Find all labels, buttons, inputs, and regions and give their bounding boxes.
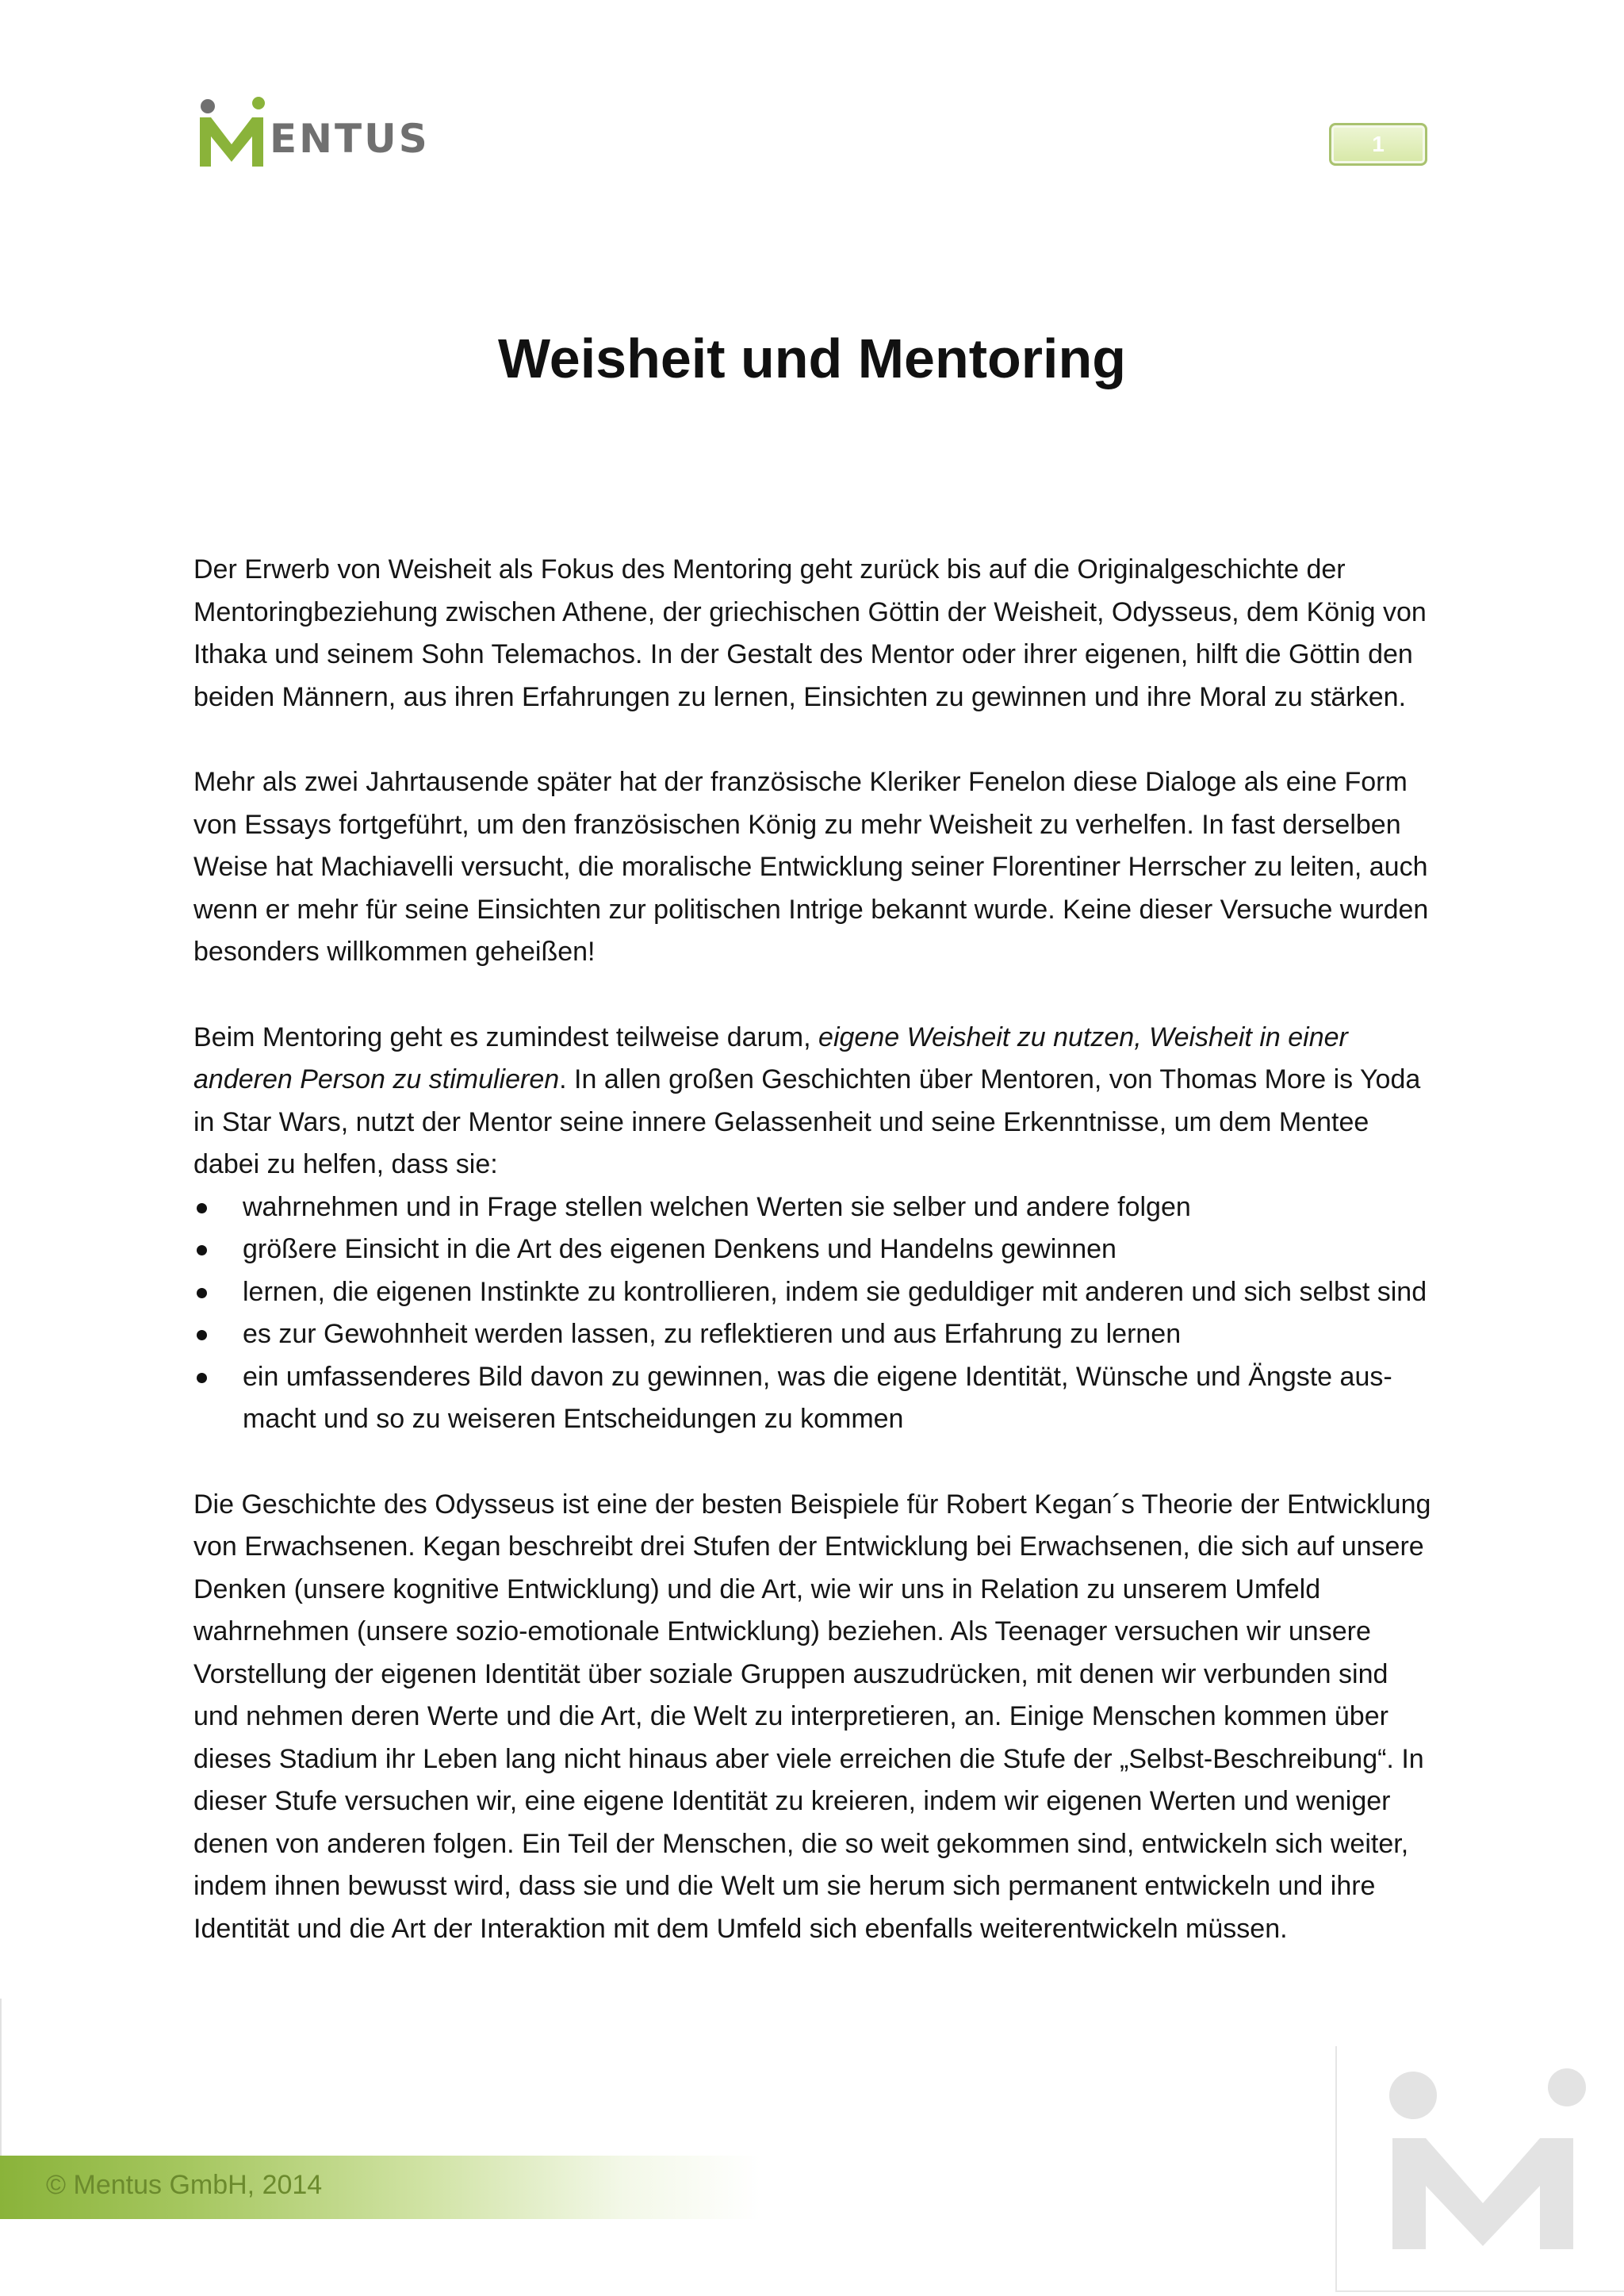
list-item: [193, 1271, 1435, 1314]
list-item: [193, 1313, 1435, 1356]
bullet-icon: [197, 1373, 207, 1383]
bullet-icon: [197, 1245, 207, 1255]
mentus-watermark-icon: [1380, 2062, 1594, 2252]
mentus-logo: [197, 95, 450, 174]
paragraph-3: [193, 1017, 1435, 1186]
list-item-text: es zur Gewohnheit werden lassen, zu reflektieren und aus Erfahrung zu lernen: [243, 1319, 1182, 1349]
paragraph-2: Mehr als zwei Jahrtausende später hat der französische Kleriker Fenelon diese Dialoge als eine Form von Essays fortgeführt, um den französischen König zu mehr Weisheit zu verhelfen. In fast derselben Weise hat Machiavelli versucht, die moralische Entwicklung seiner Florentiner Herrscher zu leiten, auch wenn er mehr für seine Einsichten zur politischen Intrige bekannt wurde. Keine dieser Versuche wurden besonders willkommen geheißen!: [193, 767, 1429, 967]
paragraph-1: Der Erwerb von Weisheit als Fokus des Mentoring geht zurück bis auf die Originalgeschichte der Mentoringbeziehung zwischen Athene, der griechischen Göttin der Weisheit, Odysseus, dem König von Ithaka und seinem Sohn Telemachos. In der Gestalt des Mentor oder ihrer eigenen, hilft die Göttin den beiden Männern, aus ihren Erfahrungen zu lernen, Einsichten zu gewinnen und ihre Moral zu stärken.: [193, 554, 1427, 712]
watermark-logo: [1380, 2062, 1594, 2252]
list-item-text: wahrnehmen und in Frage stellen welchen Werten sie selber und andere folgen: [243, 1191, 1191, 1222]
bullet-list: [193, 1186, 1435, 1441]
bullet-icon: [197, 1288, 207, 1298]
footer-bar: [0, 2156, 761, 2219]
footer-copyright: © Mentus GmbH, 2014: [46, 2170, 323, 2200]
corner-divider-horizontal: [1335, 2290, 1624, 2292]
footer-left-rule: [0, 1999, 2, 2157]
list-item: [193, 1186, 1435, 1229]
list-item: [193, 1228, 1435, 1271]
paragraph-3-end: . In allen großen Geschichten über Mentoren, von Thomas More is Yoda in Star Wars, nutzt der Mentor seine innere Gelassenheit und seine Erkenntnisse, um dem Mentee dabei zu helfen, dass sie:: [193, 1064, 1421, 1179]
list-item-text: lernen, die eigenen Instinkte zu kontrollieren, indem sie geduldiger mit anderen und sich selbst sind: [243, 1276, 1427, 1307]
bullet-icon: [197, 1330, 207, 1340]
paragraph-4: Die Geschichte des Odysseus ist eine der besten Beispiele für Robert Kegan´s Theorie der Entwicklung von Erwachsenen. Kegan beschreibt drei Stufen der Entwicklung bei Erwachsenen, die sich auf unsere Denken (unsere kognitive Entwicklung) und die Art, wie wir uns in Relation zu unserem Umfeld wahrnehmen (unsere sozio-emotionale Entwicklung) beziehen. Als Teenager versuchen wir unsere Vorstellung der eigenen Identität über soziale Gruppen auszudrücken, mit denen wir verbunden sind und nehmen deren Werte und die Art, die Welt zu interpretieren, an. Einige Menschen kommen über dieses Stadium ihr Leben lang nicht hinaus aber viele erreichen die Stufe der „Selbst-Beschreibung“. In dieser Stufe versuchen wir, eine eigene Identität zu kreieren, indem wir eigenen Werten und weniger denen von anderen folgen. Ein Teil der Menschen, die so weit gekommen sind, entwickeln sich weiter, indem ihnen bewusst wird, dass sie und die Welt um sie herum sich permanent entwickeln und ihre Identität und die Art der Interaktion mit dem Umfeld sich ebenfalls weiterentwickeln müssen.: [193, 1489, 1431, 1944]
paragraph-3-start: Beim Mentoring geht es zumindest teilweise darum,: [193, 1022, 819, 1052]
document-body: [193, 549, 1435, 1993]
list-item-text: ein umfassenderes Bild davon zu gewinnen, was die eigene Identität, Wünsche und Ängste ausmacht und so zu weiseren Entscheidungen zu kommen: [243, 1361, 1392, 1434]
list-item: [193, 1356, 1435, 1441]
page-number-badge: 1: [1329, 123, 1427, 166]
page-title: Weisheit und Mentoring: [497, 328, 1126, 389]
logo-wordmark: ENTUS: [270, 116, 430, 162]
list-item-text: größere Einsicht in die Art des eigenen Denkens und Handelns gewinnen: [243, 1234, 1116, 1264]
bullet-icon: [197, 1203, 207, 1213]
paragraph-3-emphasis: eigene Weisheit zu nutzen, Weisheit in einer anderen Person zu stimulieren: [193, 1022, 1348, 1094]
mentus-logo-icon: [197, 95, 276, 174]
corner-divider-vertical: [1335, 2046, 1337, 2292]
